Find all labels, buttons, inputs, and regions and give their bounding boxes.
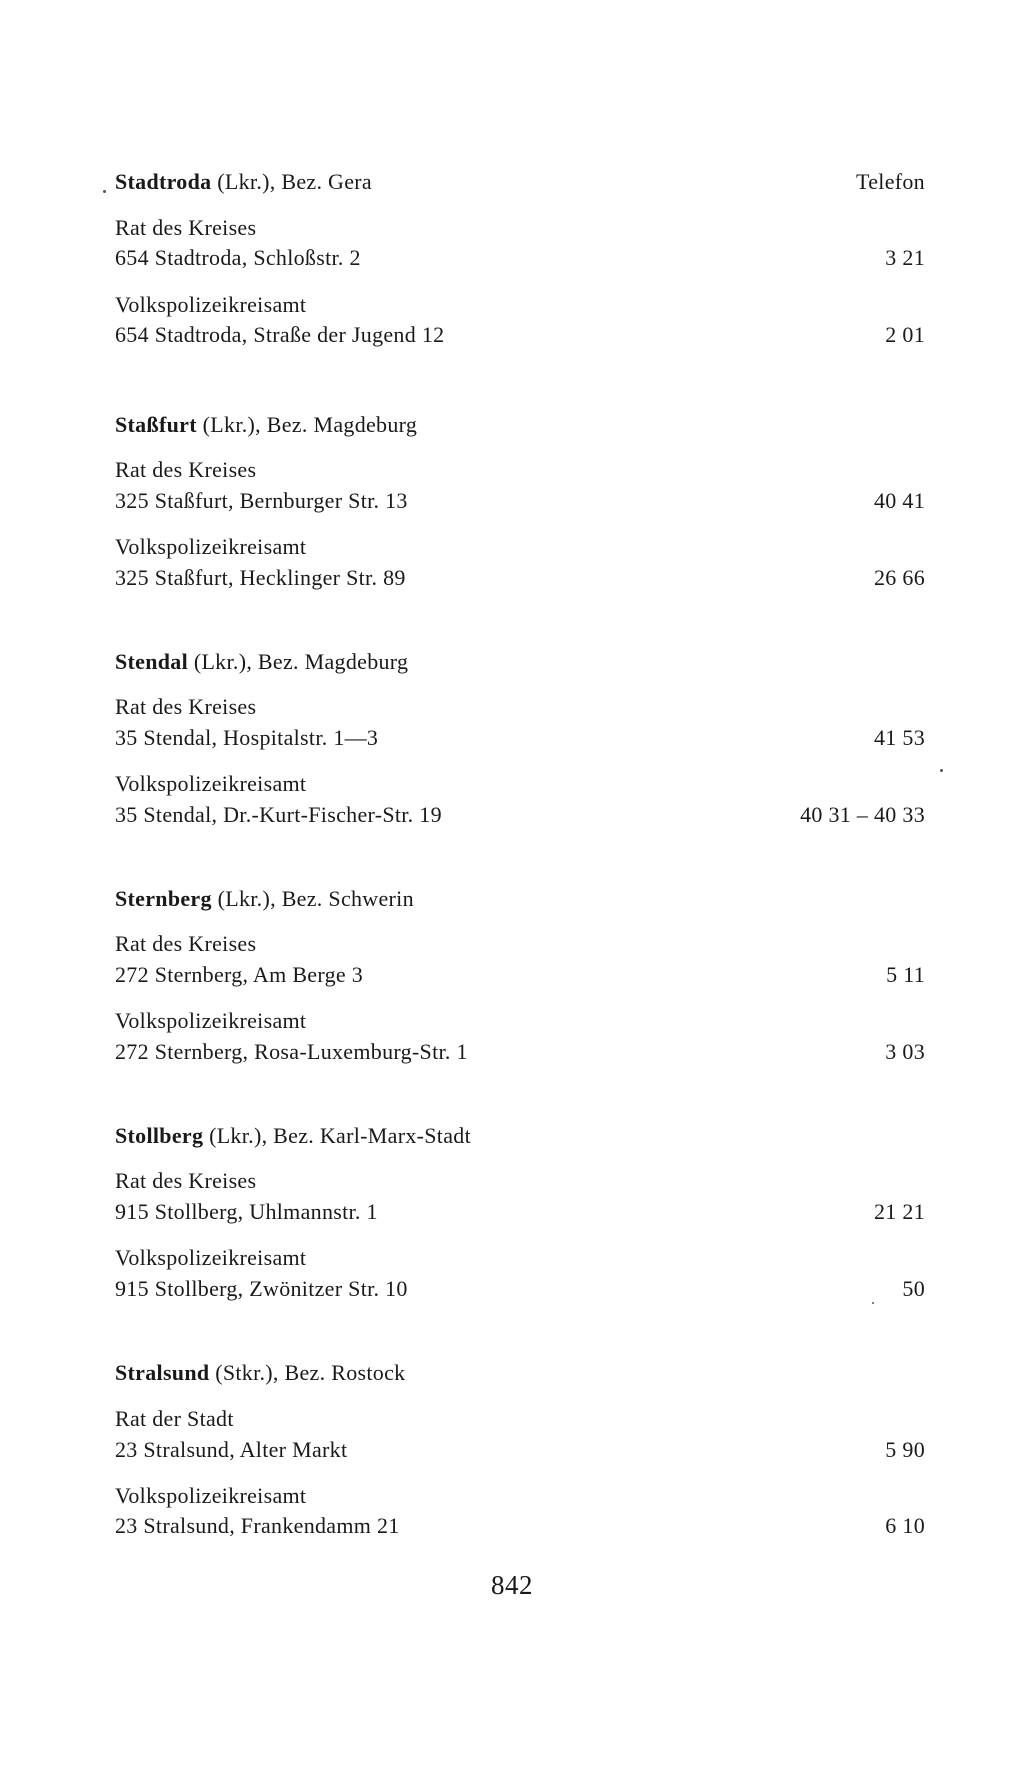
office-address: 35 Stendal, Hospitalstr. 1—3 (115, 725, 379, 750)
phone-number: 40 41 (874, 488, 925, 513)
phone-column-label: Telefon (856, 169, 925, 194)
phone-number: 26 66 (874, 565, 925, 590)
office-name: Volkspolizeikreisamt (115, 1245, 307, 1270)
office-name: Volkspolizeikreisamt (115, 1008, 307, 1033)
district-qualifier: (Lkr.), Bez. Magdeburg (188, 649, 409, 674)
phone-number: 3 21 (885, 245, 925, 270)
office-address: 915 Stollberg, Zwönitzer Str. 10 (115, 1276, 408, 1301)
phone-number: 50 (902, 1276, 925, 1301)
entry-title (115, 885, 414, 913)
district-qualifier: (Lkr.), Bez. Karl-Marx-Stadt (203, 1123, 471, 1148)
district-qualifier: (Lkr.), Bez. Magdeburg (196, 412, 418, 437)
office-name: Rat des Kreises (115, 457, 257, 482)
office-name: Rat des Kreises (115, 931, 257, 956)
page-number: 842 (491, 1570, 533, 1600)
office-name: Volkspolizeikreisamt (115, 292, 307, 317)
office-address: 654 Stadtroda, Schloßstr. 2 (115, 245, 361, 270)
city-name: Stadtroda (115, 169, 212, 194)
city-name: Sternberg (115, 886, 212, 911)
scan-speck (103, 190, 106, 193)
office-address: 654 Stadtroda, Straße der Jugend 12 (115, 322, 445, 347)
phone-number: 2 01 (885, 322, 925, 347)
office-address: 23 Stralsund, Frankendamm 21 (115, 1513, 400, 1538)
phone-number: 41 53 (874, 725, 925, 750)
scan-speck (940, 769, 943, 772)
office-name: Volkspolizeikreisamt (115, 534, 307, 559)
office-address: 35 Stendal, Dr.-Kurt-Fischer-Str. 19 (115, 802, 442, 827)
city-name: Stendal (115, 649, 189, 674)
office-address: 272 Sternberg, Am Berge 3 (115, 962, 364, 987)
office-address: 23 Stralsund, Alter Markt (115, 1437, 348, 1462)
office-name: Rat der Stadt (115, 1406, 234, 1431)
office-address: 325 Staßfurt, Bernburger Str. 13 (115, 488, 408, 513)
entry-title (115, 648, 408, 676)
phone-number: 6 10 (885, 1513, 925, 1538)
phone-number: 5 90 (885, 1437, 925, 1462)
city-name: Stollberg (115, 1123, 204, 1148)
city-name: Staßfurt (115, 412, 197, 437)
district-qualifier: (Lkr.), Bez. Schwerin (211, 886, 414, 911)
entry-title (115, 1122, 471, 1150)
office-name: Volkspolizeikreisamt (115, 1483, 307, 1508)
office-address: 325 Staßfurt, Hecklinger Str. 89 (115, 565, 406, 590)
entry-title (115, 411, 417, 439)
office-name: Rat des Kreises (115, 694, 257, 719)
scan-speck (872, 1302, 874, 1304)
phone-number: 5 11 (886, 962, 925, 987)
entry-title (115, 1359, 405, 1387)
office-name: Volkspolizeikreisamt (115, 771, 307, 796)
phone-number: 40 31 – 40 33 (800, 802, 925, 827)
office-name: Rat des Kreises (115, 215, 257, 240)
district-qualifier: (Lkr.), Bez. Gera (211, 169, 372, 194)
phone-number: 3 03 (885, 1039, 925, 1064)
office-address: 915 Stollberg, Uhlmannstr. 1 (115, 1199, 378, 1224)
entry-title (115, 168, 372, 196)
office-name: Rat des Kreises (115, 1168, 257, 1193)
phone-number: 21 21 (874, 1199, 925, 1224)
office-address: 272 Sternberg, Rosa-Luxemburg-Str. 1 (115, 1039, 468, 1064)
district-qualifier: (Stkr.), Bez. Rostock (209, 1360, 406, 1385)
city-name: Stralsund (115, 1360, 210, 1385)
